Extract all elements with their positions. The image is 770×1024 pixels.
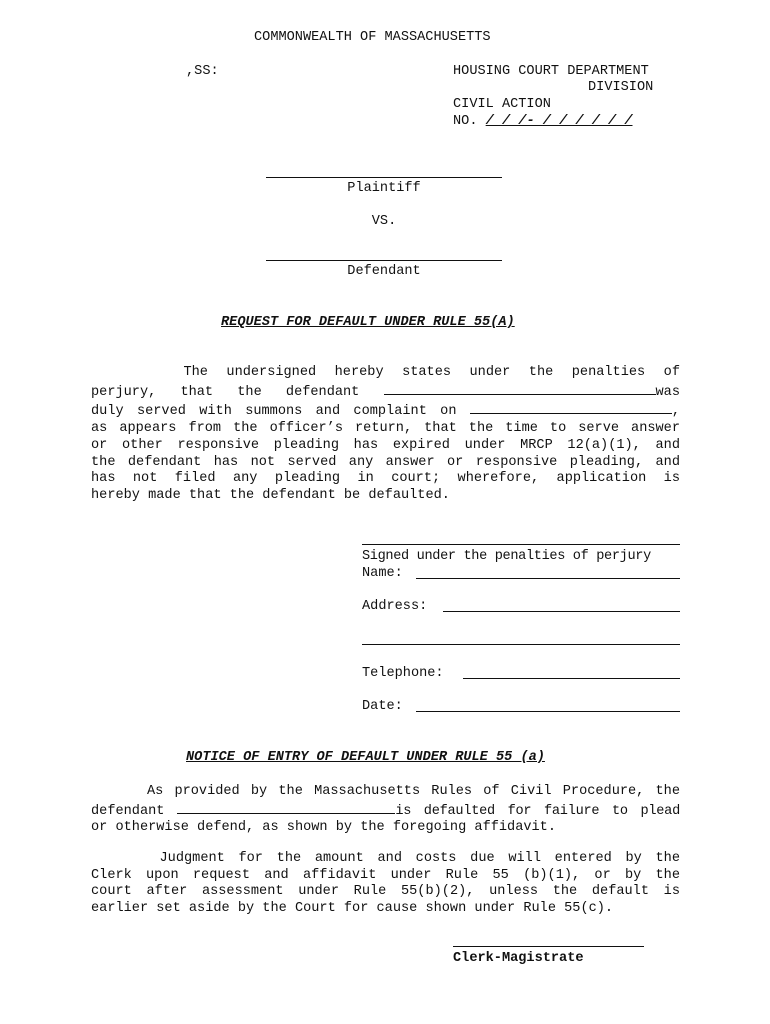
request-line-8: hereby made that the defendant be defaulted. bbox=[91, 487, 450, 503]
service-date-blank[interactable] bbox=[470, 401, 672, 414]
defendant-name-blank[interactable] bbox=[384, 382, 656, 395]
signed-under-penalties: Signed under the penalties of perjury bbox=[362, 549, 651, 564]
defendant-line bbox=[266, 260, 502, 261]
telephone-label: Telephone: bbox=[362, 666, 444, 681]
defendant-label: Defendant bbox=[347, 264, 421, 279]
notice-line-2: defendant is defaulted for failure to plead bbox=[91, 801, 680, 821]
civil-action-label: CIVIL ACTION bbox=[453, 97, 551, 112]
judgment-line-4: earlier set aside by the Court for cause shown under Rule 55(c). bbox=[91, 901, 614, 917]
request-line-6: the defendant has not served any answer or responsive pleading, and bbox=[91, 454, 680, 470]
clerk-magistrate-label: Clerk-Magistrate bbox=[453, 951, 584, 966]
signature-line[interactable] bbox=[362, 544, 680, 545]
docket-number-value: / / /- / / / / / / bbox=[485, 114, 633, 129]
county-ss-label: ,SS: bbox=[186, 64, 219, 79]
docket-number bbox=[453, 114, 633, 130]
request-line-2: perjury, that the defendant was bbox=[91, 382, 680, 402]
judgment-line-1: Judgment for the amount and costs due will entered by the bbox=[91, 851, 680, 866]
versus-label: VS. bbox=[371, 214, 397, 229]
judgment-line-3: court after assessment under Rule 55(b)(2), unless the default is bbox=[91, 884, 680, 900]
request-line-1: The undersigned hereby states under the penalties of bbox=[91, 365, 680, 380]
request-line-4: as appears from the officer’s return, that the time to serve answer bbox=[91, 421, 680, 437]
division-label: DIVISION bbox=[588, 80, 654, 95]
docket-number-label: NO. bbox=[453, 114, 478, 129]
date-label: Date: bbox=[362, 699, 403, 714]
notice-paragraph-2 bbox=[91, 851, 680, 918]
judgment-line-2: Clerk upon request and affidavit under Rule 55 (b)(1), or by the bbox=[91, 867, 680, 883]
request-line-5: or other responsive pleading has expired under MRCP 12(a)(1), and bbox=[91, 437, 680, 453]
court-department: HOUSING COURT DEPARTMENT bbox=[453, 64, 649, 79]
plaintiff-label: Plaintiff bbox=[347, 181, 421, 196]
address-label: Address: bbox=[362, 599, 428, 614]
name-label: Name: bbox=[362, 566, 403, 581]
commonwealth-heading: COMMONWEALTH OF MASSACHUSETTS bbox=[254, 30, 491, 45]
request-title: REQUEST FOR DEFAULT UNDER RULE 55(A) bbox=[221, 315, 515, 330]
notice-line-3: or otherwise defend, as shown by the foregoing affidavit. bbox=[91, 820, 556, 836]
request-line-7: has not filed any pleading in court; wherefore, application is bbox=[91, 471, 680, 487]
plaintiff-line bbox=[266, 177, 502, 178]
name-field[interactable] bbox=[416, 578, 680, 579]
defaulted-defendant-blank[interactable] bbox=[177, 801, 395, 814]
telephone-field[interactable] bbox=[463, 678, 680, 679]
notice-title: NOTICE OF ENTRY OF DEFAULT UNDER RULE 55 (a) bbox=[186, 750, 545, 765]
request-line-3: duly served with summons and complaint on , bbox=[91, 401, 680, 421]
date-field[interactable] bbox=[416, 711, 680, 712]
address-field-2[interactable] bbox=[362, 644, 680, 645]
notice-line-1: As provided by the Massachusetts Rules of Civil Procedure, the bbox=[91, 784, 680, 799]
request-paragraph bbox=[91, 365, 680, 505]
clerk-signature-line[interactable] bbox=[453, 946, 644, 947]
notice-paragraph-1 bbox=[91, 784, 680, 837]
address-field-1[interactable] bbox=[443, 611, 680, 612]
